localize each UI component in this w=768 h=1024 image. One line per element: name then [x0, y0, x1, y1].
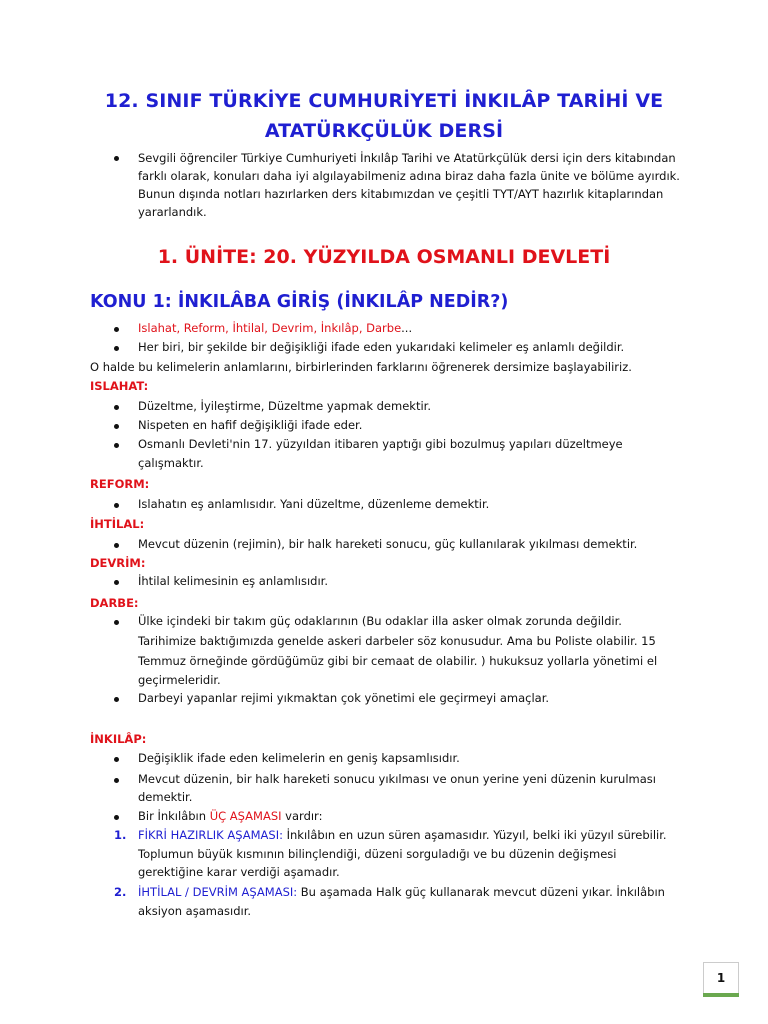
step-2-line-1 [138, 885, 665, 899]
intro-line-4: yararlandık. [138, 205, 207, 219]
document-title-line-1: 12. SINIF TÜRKİYE CUMHURİYETİ İNKILÂP TARİHİ VE [104, 90, 664, 112]
devrim-label: DEVRİM: [90, 556, 146, 570]
islahat-item-3: Osmanlı Devleti'nin 17. yüzyıldan itibaren yaptığı gibi bozulmuş yapıları düzeltmeye [138, 437, 623, 451]
inkilap-three-stages: ÜÇ AŞAMASI [209, 809, 282, 823]
darbe-item-1-cont-3: geçirmeleridir. [138, 673, 221, 687]
islahat-item-3-cont: çalışmaktır. [138, 456, 204, 470]
inkilap-item-3 [138, 809, 322, 823]
bullet-icon [114, 778, 119, 783]
ihtilal-item-1: Mevcut düzenin (rejimin), bir halk hareketi sonucu, güç kullanılarak yıkılması demektir. [138, 537, 638, 551]
inkilap-item-1: Değişiklik ifade eden kelimelerin en geniş kapsamlısıdır. [138, 751, 460, 765]
inkilap-item-3-pre: Bir İnkılâbın [138, 809, 210, 823]
bullet-icon [114, 815, 119, 820]
unit-title: 1. ÜNİTE: 20. YÜZYILDA OSMANLI DEVLETİ [157, 246, 611, 268]
terms-list: Islahat, Reform, İhtilal, Devrim, İnkılâp, Darbe [138, 321, 402, 335]
page-number: 1 [703, 962, 739, 993]
reform-label: REFORM: [90, 477, 150, 491]
bullet-icon [114, 580, 119, 585]
islahat-item-2: Nispeten en hafif değişikliği ifade eder. [138, 418, 363, 432]
terms-ellipsis: ... [401, 321, 413, 335]
bullet-icon [114, 503, 119, 508]
step-2-head: İHTİLAL / DEVRİM AŞAMASI: [138, 885, 298, 899]
step-2-text: Bu aşamada Halk güç kullanarak mevcut düzeni yıkar. İnkılâbın [297, 885, 665, 899]
intro-sentence: O halde bu kelimelerin anlamlarını, birbirlerinden farklarını öğrenerek dersimize başlayabiliriz. [90, 360, 632, 374]
document-title-line-2: ATATÜRKÇÜLÜK DERSİ [264, 120, 504, 142]
konu-title: KONU 1: İNKILÂBA GİRİŞ (İNKILÂP NEDİR?) [90, 292, 509, 312]
step-2-number: 2. [114, 885, 127, 899]
darbe-item-2: Darbeyi yapanlar rejimi yıkmaktan çok yönetimi ele geçirmeyi amaçlar. [138, 691, 550, 705]
bullet-icon [114, 424, 119, 429]
step-1-line-3: gerektiğine karar verdiği aşamadır. [138, 865, 340, 879]
intro-line-3: Bunun dışında notları hazırlarken ders kitabımızdan ve çeşitli TYT/AYT hazırlık kitaplarından [138, 187, 664, 201]
devrim-item-1: İhtilal kelimesinin eş anlamlısıdır. [138, 574, 328, 588]
inkilap-label: İNKILÂP: [90, 732, 147, 746]
bullet-icon [114, 697, 119, 702]
step-1-line-1 [138, 828, 667, 842]
ihtilal-label: İHTİLAL: [90, 517, 145, 531]
bullet-icon [114, 757, 119, 762]
bullet-icon [114, 405, 119, 410]
bullet-icon [114, 156, 119, 161]
step-1-line-2: Toplumun büyük kısmının bilinçlendiği, düzeni sorguladığı ve bu düzenin değişmesi [138, 847, 617, 861]
bullet-icon [114, 346, 119, 351]
inkilap-item-2: Mevcut düzenin, bir halk hareketi sonucu yıkılması ve onun yerine yeni düzenin kurulması [138, 772, 656, 786]
intro-line-2: farklı olarak, konuları daha iyi algılayabilmeniz adına biraz daha fazla ünite ve bölüme ayırdık. [138, 169, 680, 183]
inkilap-item-2-cont: demektir. [138, 790, 193, 804]
darbe-item-1: Ülke içindeki bir takım güç odaklarının (Bu odaklar illa asker olmak zorunda değildir. [138, 614, 622, 628]
step-1-text: İnkılâbın en uzun süren aşamasıdır. Yüzyıl, belki iki yüzyıl sürebilir. [282, 828, 667, 842]
reform-item-1: Islahatın eş anlamlısıdır. Yani düzeltme, düzenleme demektir. [138, 497, 490, 511]
step-1-head: FİKRİ HAZIRLIK AŞAMASI: [138, 828, 283, 842]
not-synonyms-line: Her biri, bir şekilde bir değişikliği ifade eden yukarıdaki kelimeler eş anlamlı değildir. [138, 340, 625, 354]
bullet-icon [114, 620, 119, 625]
darbe-label: DARBE: [90, 596, 139, 610]
page-number-underline [703, 993, 739, 997]
darbe-item-1-cont-2: Temmuz örneğinde gördüğümüz gibi bir cemaat de olabilir. ) hukuksuz yollarla yönetimi el [138, 654, 658, 668]
bullet-icon [114, 443, 119, 448]
bullet-icon [114, 543, 119, 548]
step-1-number: 1. [114, 828, 127, 842]
bullet-icon [114, 327, 119, 332]
darbe-item-1-cont-1: Tarihimize baktığımızda genelde askeri darbeler söz konusudur. Ama bu Poliste olabilir. 15 [138, 634, 656, 648]
inkilap-item-3-post: vardır: [281, 809, 323, 823]
intro-line-1: Sevgili öğrenciler Türkiye Cumhuriyeti İnkılâp Tarihi ve Atatürkçülük dersi için ders kitabından [138, 151, 676, 165]
terms-line [138, 321, 412, 335]
islahat-item-1: Düzeltme, İyileştirme, Düzeltme yapmak demektir. [138, 399, 431, 413]
islahat-label: ISLAHAT: [90, 379, 149, 393]
step-2-line-2: aksiyon aşamasıdır. [138, 904, 252, 918]
